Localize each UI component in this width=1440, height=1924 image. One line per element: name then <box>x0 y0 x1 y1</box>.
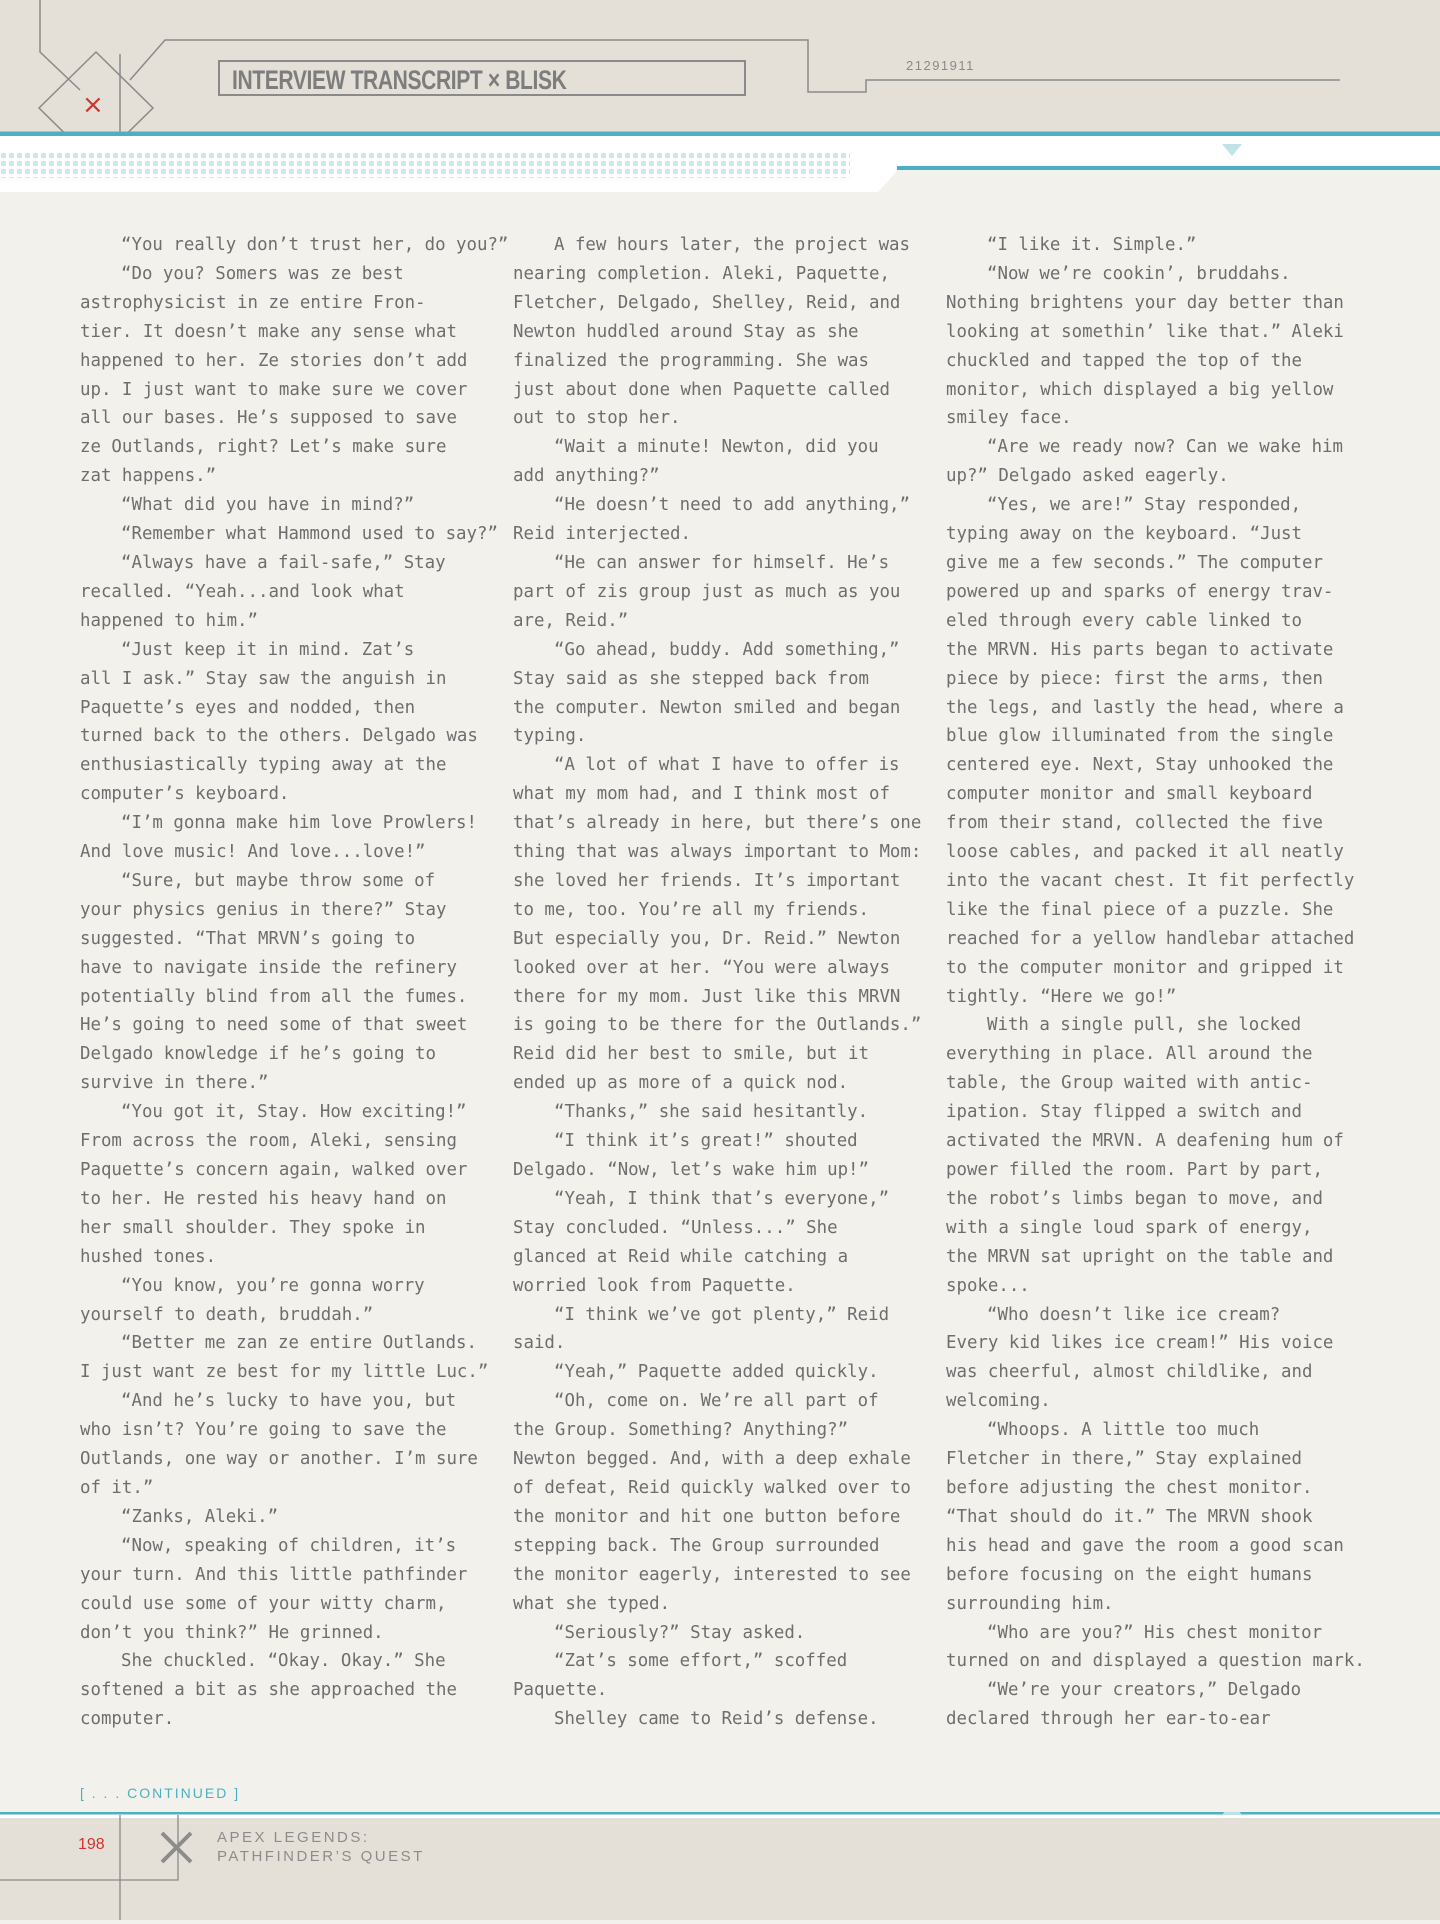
text-line: ended up as more of a quick nod. <box>513 1073 849 1094</box>
text-line: eled through every cable linked to <box>946 610 1302 631</box>
text-line: typing. <box>513 726 587 747</box>
text-line: out to stop her. <box>513 408 681 429</box>
text-line: glanced at Reid while catching a <box>513 1246 849 1267</box>
text-line: could use some of your witty charm, <box>80 1593 447 1614</box>
text-line: up?” Delgado asked eagerly. <box>946 466 1229 487</box>
text-line: “Always have a fail-safe,” Stay <box>121 552 446 573</box>
text-line: potentially blind from all the fumes. <box>80 986 468 1007</box>
text-line: centered eye. Next, Stay unhooked the <box>946 755 1334 776</box>
text-line: your physics genius in there?” Stay <box>80 899 447 920</box>
text-line: “Yeah, I think that’s everyone,” <box>554 1188 890 1209</box>
text-line: happened to him.” <box>80 610 258 631</box>
text-line: nearing completion. Aleki, Paquette, <box>513 263 890 284</box>
text-line: computer. <box>80 1709 175 1730</box>
text-line: is going to be there for the Outlands.” <box>513 1015 922 1036</box>
text-line: A few hours later, the project was <box>554 235 910 255</box>
text-line: into the vacant chest. It fit perfectly <box>946 870 1355 891</box>
text-line: From across the room, Aleki, sensing <box>80 1131 457 1152</box>
text-line: the monitor and hit one button before <box>513 1506 901 1527</box>
text-line: power filled the room. Part by part, <box>946 1160 1323 1180</box>
text-line: “I’m gonna make him love Prowlers! <box>121 813 477 834</box>
text-line: loose cables, and packed it all neatly <box>946 842 1344 863</box>
text-line: “Remember what Hammond used to say?” <box>121 524 498 545</box>
text-line: “Thanks,” she said hesitantly. <box>554 1102 869 1123</box>
text-line: “You know, you’re gonna worry <box>121 1275 425 1296</box>
text-line: table, the Group waited with antic- <box>946 1073 1313 1094</box>
text-line: thing that was always important to Mom: <box>513 842 922 863</box>
text-line: zat happens.” <box>80 466 217 487</box>
text-line: all our bases. He’s supposed to save <box>80 408 457 429</box>
text-column-1 <box>80 231 509 1734</box>
text-line: reached for a yellow handlebar attached <box>946 928 1355 949</box>
text-line: “Who are you?” His chest monitor <box>987 1622 1323 1643</box>
text-line: the Group. Something? Anything?” <box>513 1420 849 1441</box>
text-line: recalled. “Yeah...and look what <box>80 581 405 602</box>
header-band <box>0 136 1440 196</box>
text-line: “Now we’re cookin’, bruddahs. <box>987 263 1291 284</box>
text-line: Every kid likes ice cream!” His voice <box>946 1333 1334 1354</box>
text-line: “Seriously?” Stay asked. <box>554 1622 806 1643</box>
text-line: “That should do it.” The MRVN shook <box>946 1506 1313 1527</box>
text-line: happened to her. Ze stories don’t add <box>80 350 468 371</box>
text-line: “Better me zan ze entire Outlands. <box>121 1333 477 1354</box>
text-line: computer monitor and small keyboard <box>946 784 1313 805</box>
text-line: add anything?” <box>513 466 660 487</box>
text-line: from their stand, collected the five <box>946 813 1323 834</box>
text-line: Reid interjected. <box>513 524 691 545</box>
text-line: “Just keep it in mind. Zat’s <box>121 639 415 660</box>
page-header <box>0 0 1440 136</box>
text-line: Paquette’s eyes and nodded, then <box>80 697 416 718</box>
text-line: Paquette. <box>513 1680 608 1701</box>
text-line: Fletcher in there,” Stay explained <box>946 1449 1302 1470</box>
text-line: “I like it. Simple.” <box>987 235 1197 255</box>
text-line: like the final piece of a puzzle. She <box>946 899 1334 920</box>
text-line: monitor, which displayed a big yellow <box>946 379 1334 400</box>
text-line: stepping back. The Group surrounded <box>513 1535 880 1556</box>
text-line: his head and gave the room a good scan <box>946 1535 1344 1556</box>
text-line: “And he’s lucky to have you, but <box>121 1391 457 1412</box>
text-line: what she typed. <box>513 1593 671 1614</box>
text-line: “Go ahead, buddy. Add something,” <box>554 639 900 660</box>
text-line: piece by piece: first the arms, then <box>946 668 1323 689</box>
text-line: have to navigate inside the refinery <box>80 957 457 978</box>
text-line: the MRVN. His parts began to activate <box>946 639 1334 660</box>
text-line: activated the MRVN. A deafening hum of <box>946 1131 1344 1152</box>
text-line: He’s going to need some of that sweet <box>80 1015 468 1036</box>
text-line: “You got it, Stay. How exciting!” <box>121 1102 467 1123</box>
text-line: computer’s keyboard. <box>80 784 290 805</box>
text-line: was cheerful, almost childlike, and <box>946 1362 1313 1383</box>
text-line: part of zis group just as much as you <box>513 581 901 602</box>
band-decoration <box>0 136 1440 196</box>
text-line: Shelley came to Reid’s defense. <box>554 1709 879 1730</box>
text-line: “Oh, come on. We’re all part of <box>554 1391 879 1412</box>
text-line: “You really don’t trust her, do you?” <box>121 235 509 255</box>
text-line: “Zanks, Aleki.” <box>121 1506 279 1527</box>
text-line: finalized the programming. She was <box>513 350 869 371</box>
text-line: typing away on the keyboard. “Just <box>946 524 1302 545</box>
text-line: with a single loud spark of energy, <box>946 1217 1313 1238</box>
text-line: “A lot of what I have to offer is <box>554 755 900 776</box>
text-line: Paquette’s concern again, walked over <box>80 1160 468 1180</box>
text-line: that’s already in here, but there’s one <box>513 813 922 834</box>
text-line: before adjusting the chest monitor. <box>946 1477 1313 1498</box>
header-code: 21291911 <box>906 58 975 73</box>
text-line: who isn’t? You’re going to save the <box>80 1420 447 1441</box>
text-line: the monitor eagerly, interested to see <box>513 1564 911 1585</box>
text-line: she loved her friends. It’s important <box>513 870 901 891</box>
text-line: “Yeah,” Paquette added quickly. <box>554 1362 879 1383</box>
text-line: ze Outlands, right? Let’s make sure <box>80 437 447 458</box>
text-line: everything in place. All around the <box>946 1044 1313 1065</box>
text-line: surrounding him. <box>946 1593 1114 1614</box>
text-line: to me, too. You’re all my friends. <box>513 899 869 920</box>
text-line: “Who doesn’t like ice cream? <box>987 1304 1281 1325</box>
text-line: up. I just want to make sure we cover <box>80 379 468 400</box>
text-line: “Yes, we are!” Stay responded, <box>987 495 1302 516</box>
text-line: what my mom had, and I think most of <box>513 784 890 805</box>
text-line: just about done when Paquette called <box>513 379 890 400</box>
text-line: tightly. “Here we go!” <box>946 986 1177 1007</box>
text-line: give me a few seconds.” The computer <box>946 552 1323 573</box>
text-line: powered up and sparks of energy trav- <box>946 581 1334 602</box>
text-line: Stay said as she stepped back from <box>513 668 869 689</box>
text-line: are, Reid.” <box>513 610 629 631</box>
text-line: Outlands, one way or another. I’m sure <box>80 1449 478 1470</box>
text-line: “Wait a minute! Newton, did you <box>554 437 879 458</box>
text-line: smiley face. <box>946 408 1072 429</box>
text-line: ipation. Stay flipped a switch and <box>946 1102 1302 1123</box>
text-line: “I think it’s great!” shouted <box>554 1131 858 1152</box>
text-line: “I think we’ve got plenty,” Reid <box>554 1304 890 1325</box>
text-line: spoke... <box>946 1275 1030 1296</box>
text-line: Delgado. “Now, let’s wake him up!” <box>513 1160 869 1180</box>
text-line: the computer. Newton smiled and began <box>513 697 901 718</box>
header-title-box <box>218 60 746 96</box>
text-line: looked over at her. “You were always <box>513 957 890 978</box>
text-line: turned on and displayed a question mark. <box>946 1651 1365 1672</box>
text-line: to the computer monitor and gripped it <box>946 957 1344 978</box>
text-line: to her. He rested his heavy hand on <box>80 1188 447 1209</box>
text-line: “Whoops. A little too much <box>987 1420 1260 1441</box>
text-line: the legs, and lastly the head, where a <box>946 697 1344 718</box>
text-line: Delgado knowledge if he’s going to <box>80 1044 436 1065</box>
page-footer <box>0 1812 1440 1920</box>
text-line: enthusiastically typing away at the <box>80 755 447 776</box>
text-line: your turn. And this little pathfinder <box>80 1564 468 1585</box>
text-line: before focusing on the eight humans <box>946 1564 1313 1585</box>
text-line: her small shoulder. They spoke in <box>80 1217 426 1238</box>
text-line: hushed tones. <box>80 1246 217 1267</box>
text-line: worried look from Paquette. <box>513 1275 796 1296</box>
text-line: “He can answer for himself. He’s <box>554 552 890 573</box>
text-line: blue glow illuminated from the single <box>946 726 1334 747</box>
text-line: And love music! And love...love!” <box>80 842 426 863</box>
book-title <box>217 1828 425 1866</box>
text-line: of it.” <box>80 1477 154 1498</box>
text-line: “What did you have in mind?” <box>121 495 415 516</box>
text-line: Reid did her best to smile, but it <box>513 1044 869 1065</box>
page-number: 198 <box>78 1836 105 1853</box>
text-column-3 <box>946 231 1365 1734</box>
text-line: don’t you think?” He grinned. <box>80 1622 384 1643</box>
text-line: all I ask.” Stay saw the anguish in <box>80 668 447 689</box>
text-line: yourself to death, bruddah.” <box>80 1304 374 1325</box>
text-line: “Do you? Somers was ze best <box>121 263 404 284</box>
text-line: chuckled and tapped the top of the <box>946 350 1302 371</box>
text-line: With a single pull, she locked <box>987 1015 1302 1036</box>
text-line: suggested. “That MRVN’s going to <box>80 928 416 949</box>
text-line: “Are we ready now? Can we wake him <box>987 437 1343 458</box>
text-line: there for my mom. Just like this MRVN <box>513 986 901 1007</box>
text-line: of defeat, Reid quickly walked over to <box>513 1477 911 1498</box>
text-line: She chuckled. “Okay. Okay.” She <box>121 1651 446 1672</box>
footer-decoration <box>0 1812 1440 1920</box>
text-line: I just want ze best for my little Luc.” <box>80 1362 489 1383</box>
text-line: declared through her ear-to-ear <box>946 1709 1271 1730</box>
text-line: turned back to the others. Delgado was <box>80 726 478 747</box>
book-title-line-2: PATHFINDER’S QUEST <box>217 1848 425 1865</box>
text-line: the MRVN sat upright on the table and <box>946 1246 1334 1267</box>
text-line: “He doesn’t need to add anything,” <box>554 495 910 516</box>
text-line: tier. It doesn’t make any sense what <box>80 321 457 342</box>
text-line: “Sure, but maybe throw some of <box>121 870 436 891</box>
text-line: Nothing brightens your day better than <box>946 292 1344 313</box>
text-line: But especially you, Dr. Reid.” Newton <box>513 928 901 949</box>
text-line: “Now, speaking of children, it’s <box>121 1535 457 1556</box>
close-x-icon: × <box>82 90 104 120</box>
continued-label: [ . . . CONTINUED ] <box>80 1785 241 1801</box>
text-line: the robot’s limbs began to move, and <box>946 1188 1323 1209</box>
text-line: survive in there.” <box>80 1073 269 1094</box>
text-line: astrophysicist in ze entire Fron- <box>80 292 426 313</box>
text-line: looking at somethin’ like that.” Aleki <box>946 321 1344 342</box>
header-title: INTERVIEW TRANSCRIPT × BLISK <box>232 65 567 95</box>
text-line: “Zat’s some effort,” scoffed <box>554 1651 848 1672</box>
text-line: Newton begged. And, with a deep exhale <box>513 1449 911 1470</box>
book-title-line-1: APEX LEGENDS: <box>217 1829 370 1846</box>
text-line: softened a bit as she approached the <box>80 1680 457 1701</box>
text-line: “We’re your creators,” Delgado <box>987 1680 1302 1701</box>
text-line: welcoming. <box>946 1391 1051 1412</box>
text-line: Fletcher, Delgado, Shelley, Reid, and <box>513 292 901 313</box>
text-line: said. <box>513 1333 566 1354</box>
text-line: Newton huddled around Stay as she <box>513 321 859 342</box>
text-line: Stay concluded. “Unless...” She <box>513 1217 838 1238</box>
text-column-2 <box>513 231 922 1734</box>
